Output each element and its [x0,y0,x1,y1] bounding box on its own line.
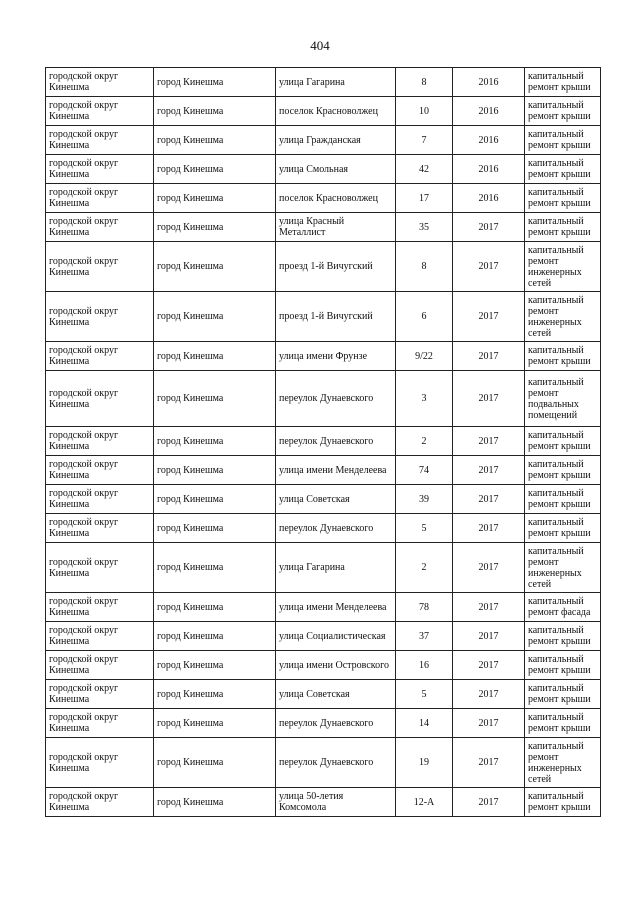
cell-year: 2017 [453,485,525,514]
cell-house: 42 [396,155,453,184]
cell-house: 74 [396,456,453,485]
cell-house: 5 [396,514,453,543]
cell-house: 19 [396,738,453,788]
cell-street: улица имени Менделеева [276,593,396,622]
table-row [46,155,601,184]
cell-year: 2016 [453,68,525,97]
cell-year: 2017 [453,292,525,342]
cell-house: 78 [396,593,453,622]
cell-work: капитальный ремонт крыши [525,456,601,485]
cell-year: 2017 [453,622,525,651]
cell-district: городской округ Кинешма [46,342,154,371]
cell-house: 8 [396,68,453,97]
cell-street: улица Социалистическая [276,622,396,651]
cell-house: 8 [396,242,453,292]
cell-work: капитальный ремонт фасада [525,593,601,622]
cell-work: капитальный ремонт крыши [525,680,601,709]
cell-street: улица 50-летия Комсомола [276,788,396,817]
cell-work: капитальный ремонт инженерных сетей [525,543,601,593]
table-row [46,514,601,543]
cell-street: улица Гагарина [276,68,396,97]
table-row [46,622,601,651]
cell-year: 2016 [453,126,525,155]
cell-street: улица Советская [276,485,396,514]
table-row [46,184,601,213]
cell-city: город Кинешма [154,622,276,651]
cell-work: капитальный ремонт крыши [525,213,601,242]
cell-city: город Кинешма [154,342,276,371]
table-row [46,651,601,680]
cell-year: 2017 [453,342,525,371]
cell-city: город Кинешма [154,184,276,213]
cell-work: капитальный ремонт инженерных сетей [525,242,601,292]
cell-district: городской округ Кинешма [46,709,154,738]
cell-year: 2017 [453,709,525,738]
cell-work: капитальный ремонт крыши [525,709,601,738]
cell-street: улица Гражданская [276,126,396,155]
cell-work: капитальный ремонт крыши [525,622,601,651]
cell-city: город Кинешма [154,593,276,622]
cell-street: проезд 1-й Вичугский [276,292,396,342]
cell-house: 2 [396,427,453,456]
cell-street: проезд 1-й Вичугский [276,242,396,292]
cell-street: улица имени Фрунзе [276,342,396,371]
cell-city: город Кинешма [154,485,276,514]
cell-street: переулок Дунаевского [276,738,396,788]
cell-work: капитальный ремонт крыши [525,184,601,213]
cell-city: город Кинешма [154,543,276,593]
cell-district: городской округ Кинешма [46,788,154,817]
cell-city: город Кинешма [154,738,276,788]
cell-year: 2017 [453,593,525,622]
cell-year: 2017 [453,514,525,543]
cell-city: город Кинешма [154,456,276,485]
table-row [46,371,601,427]
table-row [46,342,601,371]
table-row [46,485,601,514]
cell-city: город Кинешма [154,292,276,342]
table-row [46,738,601,788]
cell-district: городской округ Кинешма [46,155,154,184]
cell-street: улица имени Менделеева [276,456,396,485]
cell-house: 5 [396,680,453,709]
cell-district: городской округ Кинешма [46,485,154,514]
cell-house: 39 [396,485,453,514]
cell-house: 7 [396,126,453,155]
cell-district: городской округ Кинешма [46,292,154,342]
cell-street: переулок Дунаевского [276,709,396,738]
page-number: 404 [310,38,330,53]
cell-street: переулок Дунаевского [276,514,396,543]
cell-house: 16 [396,651,453,680]
cell-street: поселок Красноволжец [276,184,396,213]
cell-house: 10 [396,97,453,126]
table-row [46,292,601,342]
cell-street: улица Красный Металлист [276,213,396,242]
cell-work: капитальный ремонт крыши [525,427,601,456]
cell-year: 2017 [453,427,525,456]
cell-district: городской округ Кинешма [46,427,154,456]
cell-work: капитальный ремонт крыши [525,126,601,155]
table-row [46,680,601,709]
cell-district: городской округ Кинешма [46,97,154,126]
cell-district: городской округ Кинешма [46,543,154,593]
cell-house: 37 [396,622,453,651]
cell-street: переулок Дунаевского [276,371,396,427]
cell-year: 2017 [453,456,525,485]
cell-year: 2016 [453,155,525,184]
cell-street: улица Смольная [276,155,396,184]
table-body [46,68,601,817]
table-row [46,213,601,242]
cell-year: 2017 [453,738,525,788]
cell-year: 2017 [453,371,525,427]
cell-work: капитальный ремонт крыши [525,342,601,371]
cell-street: улица имени Островского [276,651,396,680]
table-row [46,68,601,97]
cell-house: 9/22 [396,342,453,371]
table-row [46,709,601,738]
cell-work: капитальный ремонт инженерных сетей [525,292,601,342]
cell-street: улица Гагарина [276,543,396,593]
cell-city: город Кинешма [154,709,276,738]
cell-house: 14 [396,709,453,738]
cell-district: городской округ Кинешма [46,593,154,622]
table-row [46,456,601,485]
housing-repair-table [45,67,601,817]
table-row [46,242,601,292]
cell-street: поселок Красноволжец [276,97,396,126]
cell-year: 2016 [453,184,525,213]
cell-work: капитальный ремонт крыши [525,788,601,817]
cell-city: город Кинешма [154,514,276,543]
cell-house: 35 [396,213,453,242]
cell-year: 2017 [453,788,525,817]
cell-work: капитальный ремонт крыши [525,651,601,680]
cell-work: капитальный ремонт крыши [525,485,601,514]
cell-work: капитальный ремонт крыши [525,514,601,543]
cell-city: город Кинешма [154,788,276,817]
cell-work: капитальный ремонт крыши [525,68,601,97]
table-row [46,427,601,456]
cell-city: город Кинешма [154,651,276,680]
cell-district: городской округ Кинешма [46,651,154,680]
cell-city: город Кинешма [154,427,276,456]
cell-district: городской округ Кинешма [46,514,154,543]
cell-district: городской округ Кинешма [46,622,154,651]
cell-city: город Кинешма [154,155,276,184]
cell-street: переулок Дунаевского [276,427,396,456]
cell-work: капитальный ремонт крыши [525,155,601,184]
table-row [46,788,601,817]
cell-district: городской округ Кинешма [46,184,154,213]
cell-district: городской округ Кинешма [46,371,154,427]
cell-city: город Кинешма [154,213,276,242]
cell-year: 2017 [453,242,525,292]
cell-work: капитальный ремонт инженерных сетей [525,738,601,788]
cell-street: улица Советская [276,680,396,709]
cell-house: 2 [396,543,453,593]
cell-house: 12-А [396,788,453,817]
cell-district: городской округ Кинешма [46,680,154,709]
cell-district: городской округ Кинешма [46,738,154,788]
cell-house: 3 [396,371,453,427]
cell-city: город Кинешма [154,680,276,709]
cell-work: капитальный ремонт подвальных помещений [525,371,601,427]
table-row [46,593,601,622]
cell-district: городской округ Кинешма [46,213,154,242]
cell-house: 6 [396,292,453,342]
cell-district: городской округ Кинешма [46,126,154,155]
cell-district: городской округ Кинешма [46,68,154,97]
cell-city: город Кинешма [154,68,276,97]
cell-district: городской округ Кинешма [46,456,154,485]
table-row [46,126,601,155]
cell-city: город Кинешма [154,126,276,155]
table-row [46,543,601,593]
cell-year: 2017 [453,213,525,242]
cell-year: 2017 [453,543,525,593]
cell-work: капитальный ремонт крыши [525,97,601,126]
cell-district: городской округ Кинешма [46,242,154,292]
cell-city: город Кинешма [154,97,276,126]
cell-year: 2017 [453,651,525,680]
cell-city: город Кинешма [154,371,276,427]
cell-house: 17 [396,184,453,213]
cell-year: 2017 [453,680,525,709]
table-row [46,97,601,126]
cell-year: 2016 [453,97,525,126]
cell-city: город Кинешма [154,242,276,292]
